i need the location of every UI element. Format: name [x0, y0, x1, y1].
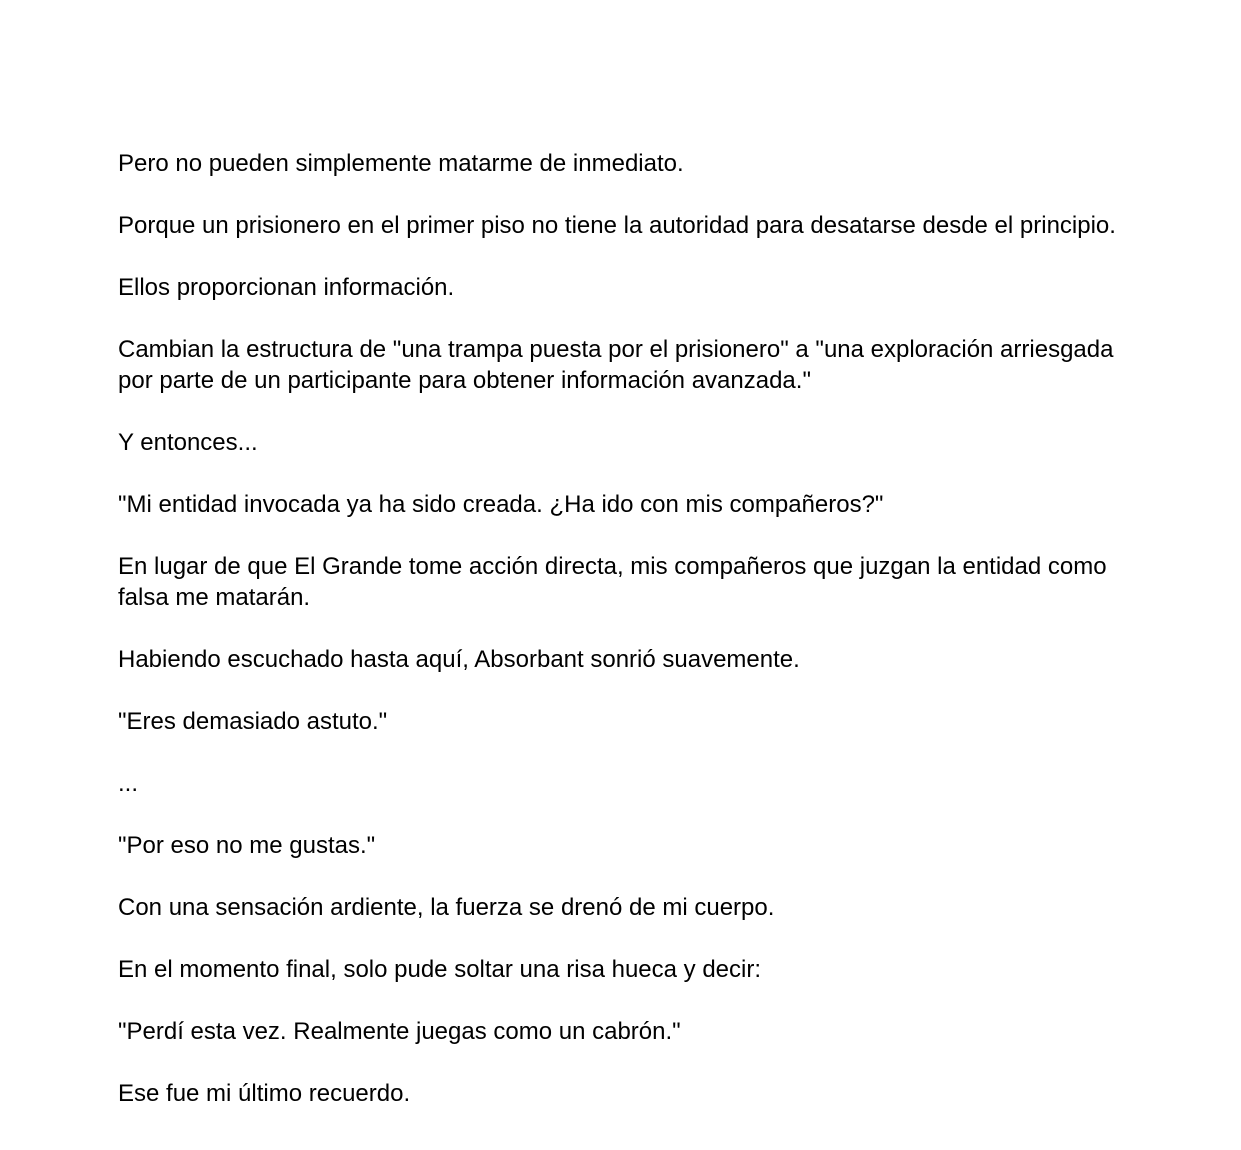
paragraph: "Eres demasiado astuto.": [118, 708, 388, 735]
paragraph: "Por eso no me gustas.": [118, 832, 376, 859]
paragraph: En el momento final, solo pude soltar una risa hueca y decir:: [118, 956, 762, 983]
paragraph: Cambian la estructura de "una trampa puesta por el prisionero" a "una exploración arriesgada por parte de un participante para obtener información avanzada.": [118, 336, 1114, 394]
paragraph: "Mi entidad invocada ya ha sido creada. ¿Ha ido con mis compañeros?": [118, 491, 884, 518]
paragraph: Y entonces...: [118, 429, 258, 456]
paragraph: ...: [118, 770, 139, 797]
paragraph: "Perdí esta vez. Realmente juegas como un cabrón.": [118, 1018, 681, 1045]
paragraph: Porque un prisionero en el primer piso no tiene la autoridad para desatarse desde el principio.: [118, 212, 1116, 239]
paragraph: En lugar de que El Grande tome acción directa, mis compañeros que juzgan la entidad como falsa me matarán.: [118, 553, 1107, 611]
paragraph: Ese fue mi último recuerdo.: [118, 1080, 411, 1107]
paragraph: Pero no pueden simplemente matarme de inmediato.: [118, 150, 684, 177]
paragraph: Con una sensación ardiente, la fuerza se drenó de mi cuerpo.: [118, 894, 775, 921]
document-page: [118, 148, 1123, 1140]
paragraph: Ellos proporcionan información.: [118, 274, 455, 301]
paragraph: Habiendo escuchado hasta aquí, Absorbant sonrió suavemente.: [118, 646, 800, 673]
